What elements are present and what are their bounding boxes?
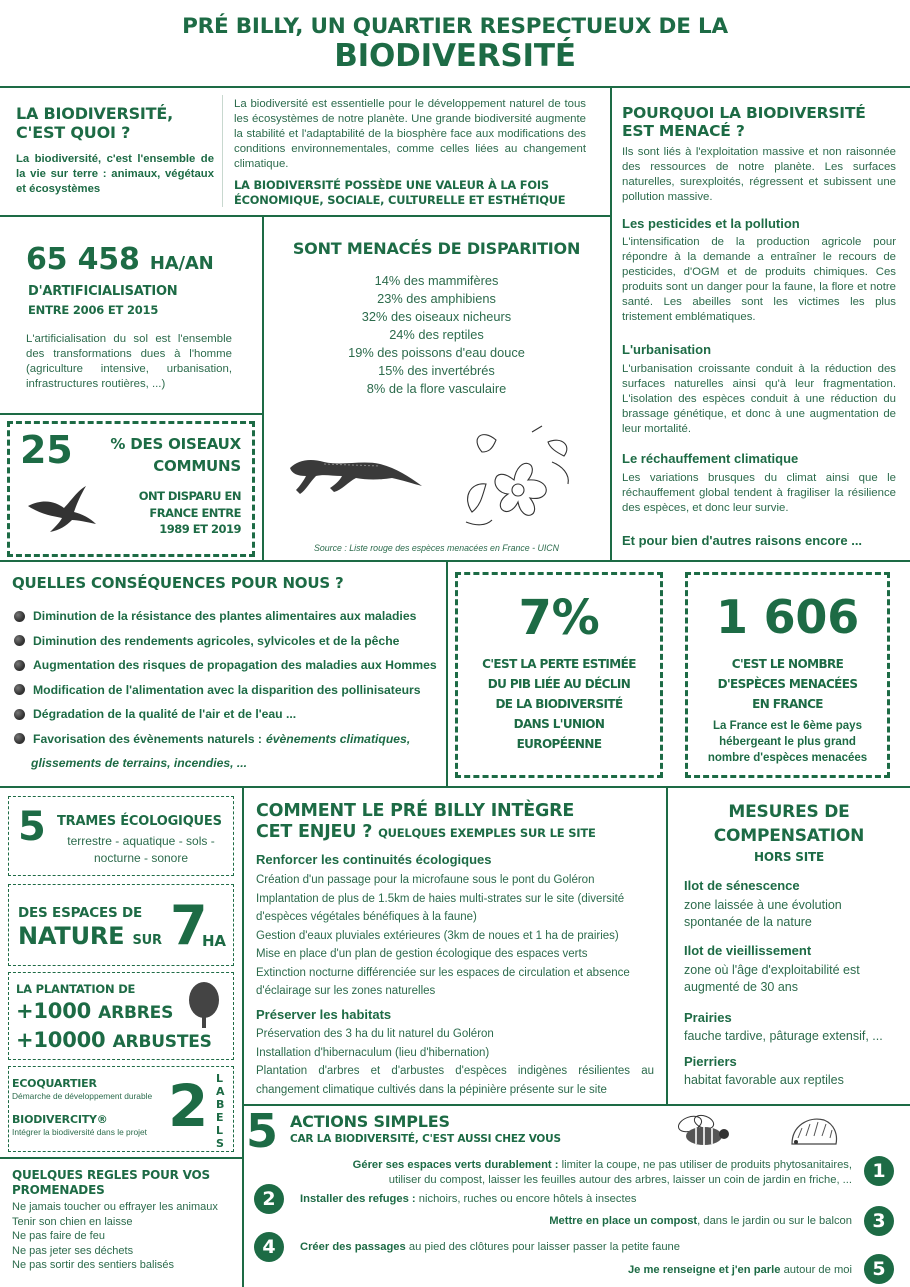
consequence-item: Diminution des rendements agricoles, sylvicoles et de la pêche [14, 629, 444, 654]
action-1: Gérer ses espaces verts durablement : limiter la coupe, ne pas utiliser de produits phytosanitaires, utiliser du compost, laisser les feuilles autour des arbres, laisser un coin de jardin en friche, ... [352, 1159, 852, 1186]
compensation-item-title: Pierriers [684, 1054, 737, 1069]
globe-icon [14, 733, 25, 744]
trames-title: TRAMES ÉCOLOGIQUES [57, 814, 222, 829]
integration-item: Installation d'hibernaculum (lieu d'hibernation) [256, 1046, 490, 1059]
action-number-2: 2 [254, 1184, 284, 1214]
label-biodivercity: BIODIVERCITY® [12, 1113, 108, 1126]
rule-item: Ne pas sortir des sentiers balisés [12, 1259, 175, 1271]
plantation-trees: +1000 ARBRES [16, 999, 174, 1023]
extinction-item: 19% des poissons d'eau douce [348, 345, 525, 360]
bee-illustration [674, 1112, 730, 1152]
label-biodivercity-sub: Intégrer la biodiversité dans le projet [12, 1127, 148, 1137]
bio-intro-emphasis: LA BIODIVERSITÉ POSSÈDE UNE VALEUR À LA FOIS ÉCONOMIQUE, SOCIALE, CULTURELLE ET ESTHÉTIQUE [234, 178, 566, 207]
consequence-item: Augmentation des risques de propagation des maladies aux Hommes [14, 653, 444, 678]
divider [0, 786, 910, 788]
actions-title: ACTIONS SIMPLES [290, 1112, 450, 1131]
rule-item: Tenir son chien en laisse [12, 1215, 133, 1228]
action-4: Créer des passages au pied des clôtures pour laisser passer la petite faune [300, 1241, 680, 1253]
extinction-title: SONT MENACÉS DE DISPARITION [292, 239, 581, 258]
globe-icon [14, 660, 25, 671]
extinction-item: 32% des oiseaux nicheurs [361, 309, 512, 324]
threat-title: POURQUOI LA BIODIVERSITÉ EST MENACÉ ? [622, 104, 866, 140]
swallow-icon [26, 484, 98, 534]
tree-icon [186, 980, 222, 1030]
integration-item: Gestion d'eaux pluviales extérieures (3km de noues et 1 ha de prairies) [256, 929, 619, 942]
divider [0, 86, 910, 88]
rules-list [12, 1200, 218, 1273]
action-2: Installer des refuges : nichoirs, ruches ou encore hôtels à insectes [300, 1193, 637, 1205]
divider [446, 560, 448, 786]
page-title-line1: PRÉ BILLY, UN QUARTIER RESPECTUEUX DE LA [182, 14, 728, 39]
compensation-item-text: zone où l'âge d'exploitabilité est augmenté de 30 ans [684, 963, 860, 994]
labels-number: 2 [168, 1072, 209, 1140]
bio-intro-text: La biodiversité est essentielle pour le développement naturel de tous les écosystèmes de notre planète. Une grande biodiversité augmente la stabilité et l'adaptabilité de la biosphère face aux modifications des conditions environnementales, comme celles liées au changement climatique. [234, 98, 586, 170]
divider [610, 86, 612, 560]
divider [222, 95, 223, 207]
flower-illustration [452, 422, 578, 538]
trames-list: terrestre - aquatique - sols - nocturne - sonore [67, 834, 215, 865]
birds-label: % DES OISEAUX COMMUNS [110, 435, 241, 475]
actions-number: 5 [246, 1104, 278, 1158]
integration-sec2-list [256, 1025, 654, 1099]
species-sub: La France est le 6ème pays hébergeant le plus grand nombre d'espèces menacées [707, 720, 868, 764]
integration-sec1-title: Renforcer les continuités écologiques [256, 852, 492, 867]
threat-section-title: Les pesticides et la pollution [622, 216, 800, 231]
consequence-item-cont: glissements de terrains, incendies, ... [31, 756, 248, 771]
species-label: C'EST LE NOMBRE D'ESPÈCES MENACÉES EN FRANCE [717, 657, 858, 711]
consequence-item: Diminution de la résistance des plantes alimentaires aux maladies [14, 604, 444, 629]
labels-side: LABELS [216, 1072, 225, 1150]
plantation-shrubs: +10000 ARBUSTES [16, 1028, 212, 1052]
action-number-1: 1 [864, 1156, 894, 1186]
artif-text: L'artificialisation du sol est l'ensemble des transformations dues à l'homme (agriculture intensive, urbanisation, infrastructures routières, ...) [26, 333, 232, 390]
extinction-list [263, 272, 610, 398]
birds-number: 25 [20, 428, 73, 472]
species-number: 1 606 [715, 590, 860, 644]
extinction-item: 23% des amphibiens [377, 291, 496, 306]
integration-item: Implantation de plus de 1.5km de haies multi-strates sur le site (diversité [256, 892, 625, 905]
consequences-title: QUELLES CONSÉQUENCES POUR NOUS ? [12, 574, 344, 592]
extinction-source: Source : Liste rouge des espèces menacées en France - UICN [314, 543, 559, 553]
integration-item: d'espèces végétales bénéfiques à la faune) [256, 911, 477, 923]
nature-line2: NATURE SUR [18, 922, 162, 950]
compensation-item-text: zone laissée à une évolution spontanée de la nature [684, 898, 842, 929]
globe-icon [14, 684, 25, 695]
threat-intro: Ils sont liés à l'exploitation massive et non raisonnée des ressources de notre planète. Les surfaces naturelles, surexploités, régressent et subissent une pollution massive. [622, 146, 896, 203]
integration-item: Plantation d'arbres et d'arbustes d'espèces indigènes résilientes au changement climatique cultivés dans la pépinière présente sur le site [256, 1065, 654, 1096]
extinction-item: 15% des invertébrés [378, 363, 495, 378]
divider [0, 1157, 242, 1159]
compensation-item-text: habitat favorable aux reptiles [684, 1073, 844, 1087]
page-title-line2: BIODIVERSITÉ [334, 38, 576, 74]
nature-line1: DES ESPACES DE [18, 905, 143, 921]
integration-sec1-list [256, 871, 656, 1001]
nature-unit: HA [202, 932, 226, 950]
artif-label: D'ARTIFICIALISATION ENTRE 2006 ET 2015 [28, 284, 178, 317]
compensation-title: MESURES DE COMPENSATION HORS SITE [713, 802, 865, 864]
nature-number: 7 [170, 894, 208, 957]
rule-item: Ne jamais toucher ou effrayer les animaux [12, 1201, 218, 1213]
extinction-item: 14% des mammifères [374, 273, 499, 288]
integration-item: d'éclairage sur les zones naturelles [256, 985, 436, 997]
globe-icon [14, 709, 25, 720]
consequence-item: Dégradation de la qualité de l'air et de l'eau ... [14, 702, 444, 727]
bio-def-subtitle: La biodiversité, c'est l'ensemble de la vie sur terre : animaux, végétaux et écosystèmes [16, 153, 214, 195]
divider [242, 786, 244, 1287]
hedgehog-illustration [788, 1114, 840, 1150]
plantation-title: LA PLANTATION DE [16, 982, 136, 996]
threat-outro: Et pour bien d'autres raisons encore ... [622, 533, 863, 548]
compensation-item-text: fauche tardive, pâturage extensif, ... [684, 1029, 883, 1043]
consequence-item: Modification de l'alimentation avec la disparition des pollinisateurs [14, 678, 444, 703]
bio-def-title: LA BIODIVERSITÉ, C'EST QUOI ? [16, 104, 173, 142]
action-number-3: 3 [864, 1206, 894, 1236]
rule-item: Ne pas jeter ses déchets [12, 1244, 134, 1257]
rules-title: QUELQUES REGLES POUR VOS PROMENADES [12, 1168, 210, 1197]
birds-sublabel: ONT DISPARU EN FRANCE ENTRE 1989 ET 2019 [138, 489, 241, 536]
compensation-item-title: Ilot de vieillissement [684, 943, 812, 958]
integration-sec2-title: Préserver les habitats [256, 1007, 392, 1022]
label-ecoquartier: ECOQUARTIER [12, 1077, 97, 1090]
rule-item: Ne pas faire de feu [12, 1230, 105, 1242]
threat-section-text: L'intensification de la production agricole pour répondre à la demande a entraîner le recours de pesticides, d'OGM et de produits chimiques. Ces produits sont un danger pour la faune, la flore et notre santé. Les abeilles sont les victimes les plus tristement emblématiques. [622, 236, 896, 323]
pib-number: 7% [518, 590, 600, 646]
globe-icon [14, 611, 25, 622]
action-5: Je me renseigne et j'en parle autour de moi [627, 1264, 852, 1276]
extinction-item: 8% de la flore vasculaire [366, 381, 507, 396]
divider [0, 215, 610, 217]
integration-item: Mise en place d'un plan de gestion écologique des espaces verts [256, 948, 588, 960]
threat-section-title: Le réchauffement climatique [622, 451, 799, 466]
threat-section-text: L'urbanisation croissante conduit à la réduction des surfaces naturelles ainsi qu'à leur fragmentation. L'isolation des espèces conduit à une réduction du brassage génétique, et donc à une augmentation de leur mortalité. [622, 363, 896, 435]
integration-item: Extinction nocturne différenciée sur les espaces de circulation et absence [256, 966, 630, 979]
compensation-item-title: Ilot de sénescence [684, 878, 800, 893]
integration-title: COMMENT LE PRÉ BILLY INTÈGRE CET ENJEU ? QUELQUES EXEMPLES SUR LE SITE [256, 801, 596, 842]
action-number-5: 5 [864, 1254, 894, 1284]
lizard-illustration [284, 446, 430, 502]
actions-subtitle: CAR LA BIODIVERSITÉ, C'EST AUSSI CHEZ VOUS [290, 1133, 561, 1145]
compensation-item-title: Prairies [684, 1010, 732, 1025]
action-number-4: 4 [254, 1232, 284, 1262]
label-ecoquartier-sub: Démarche de développement durable [12, 1091, 153, 1101]
pib-label: C'EST LA PERTE ESTIMÉE DU PIB LIÉE AU DÉCLIN DE LA BIODIVERSITÉ DANS L'UNION EUROPÉENNE [482, 657, 636, 751]
divider [0, 413, 262, 415]
integration-item: Création d'un passage pour la microfaune sous le pont du Goléron [256, 874, 595, 886]
consequence-item: Favorisation des évènements naturels : évènements climatiques, [14, 727, 444, 752]
threat-section-text: Les variations brusques du climat ainsi que le réchauffement global tendent à fragiliser la résilience des espèces, et donc leur survie. [622, 472, 896, 514]
divider [242, 1104, 910, 1106]
divider [0, 560, 910, 562]
artif-number: 65 458 HA/AN [26, 242, 214, 277]
trames-number: 5 [18, 804, 46, 850]
threat-section-title: L'urbanisation [622, 342, 712, 357]
integration-item: Préservation des 3 ha du lit naturel du Goléron [256, 1028, 494, 1040]
extinction-item: 24% des reptiles [389, 327, 484, 342]
consequences-list [14, 604, 444, 776]
action-3: Mettre en place un compost, dans le jardin ou sur le balcon [549, 1215, 852, 1227]
globe-icon [14, 635, 25, 646]
